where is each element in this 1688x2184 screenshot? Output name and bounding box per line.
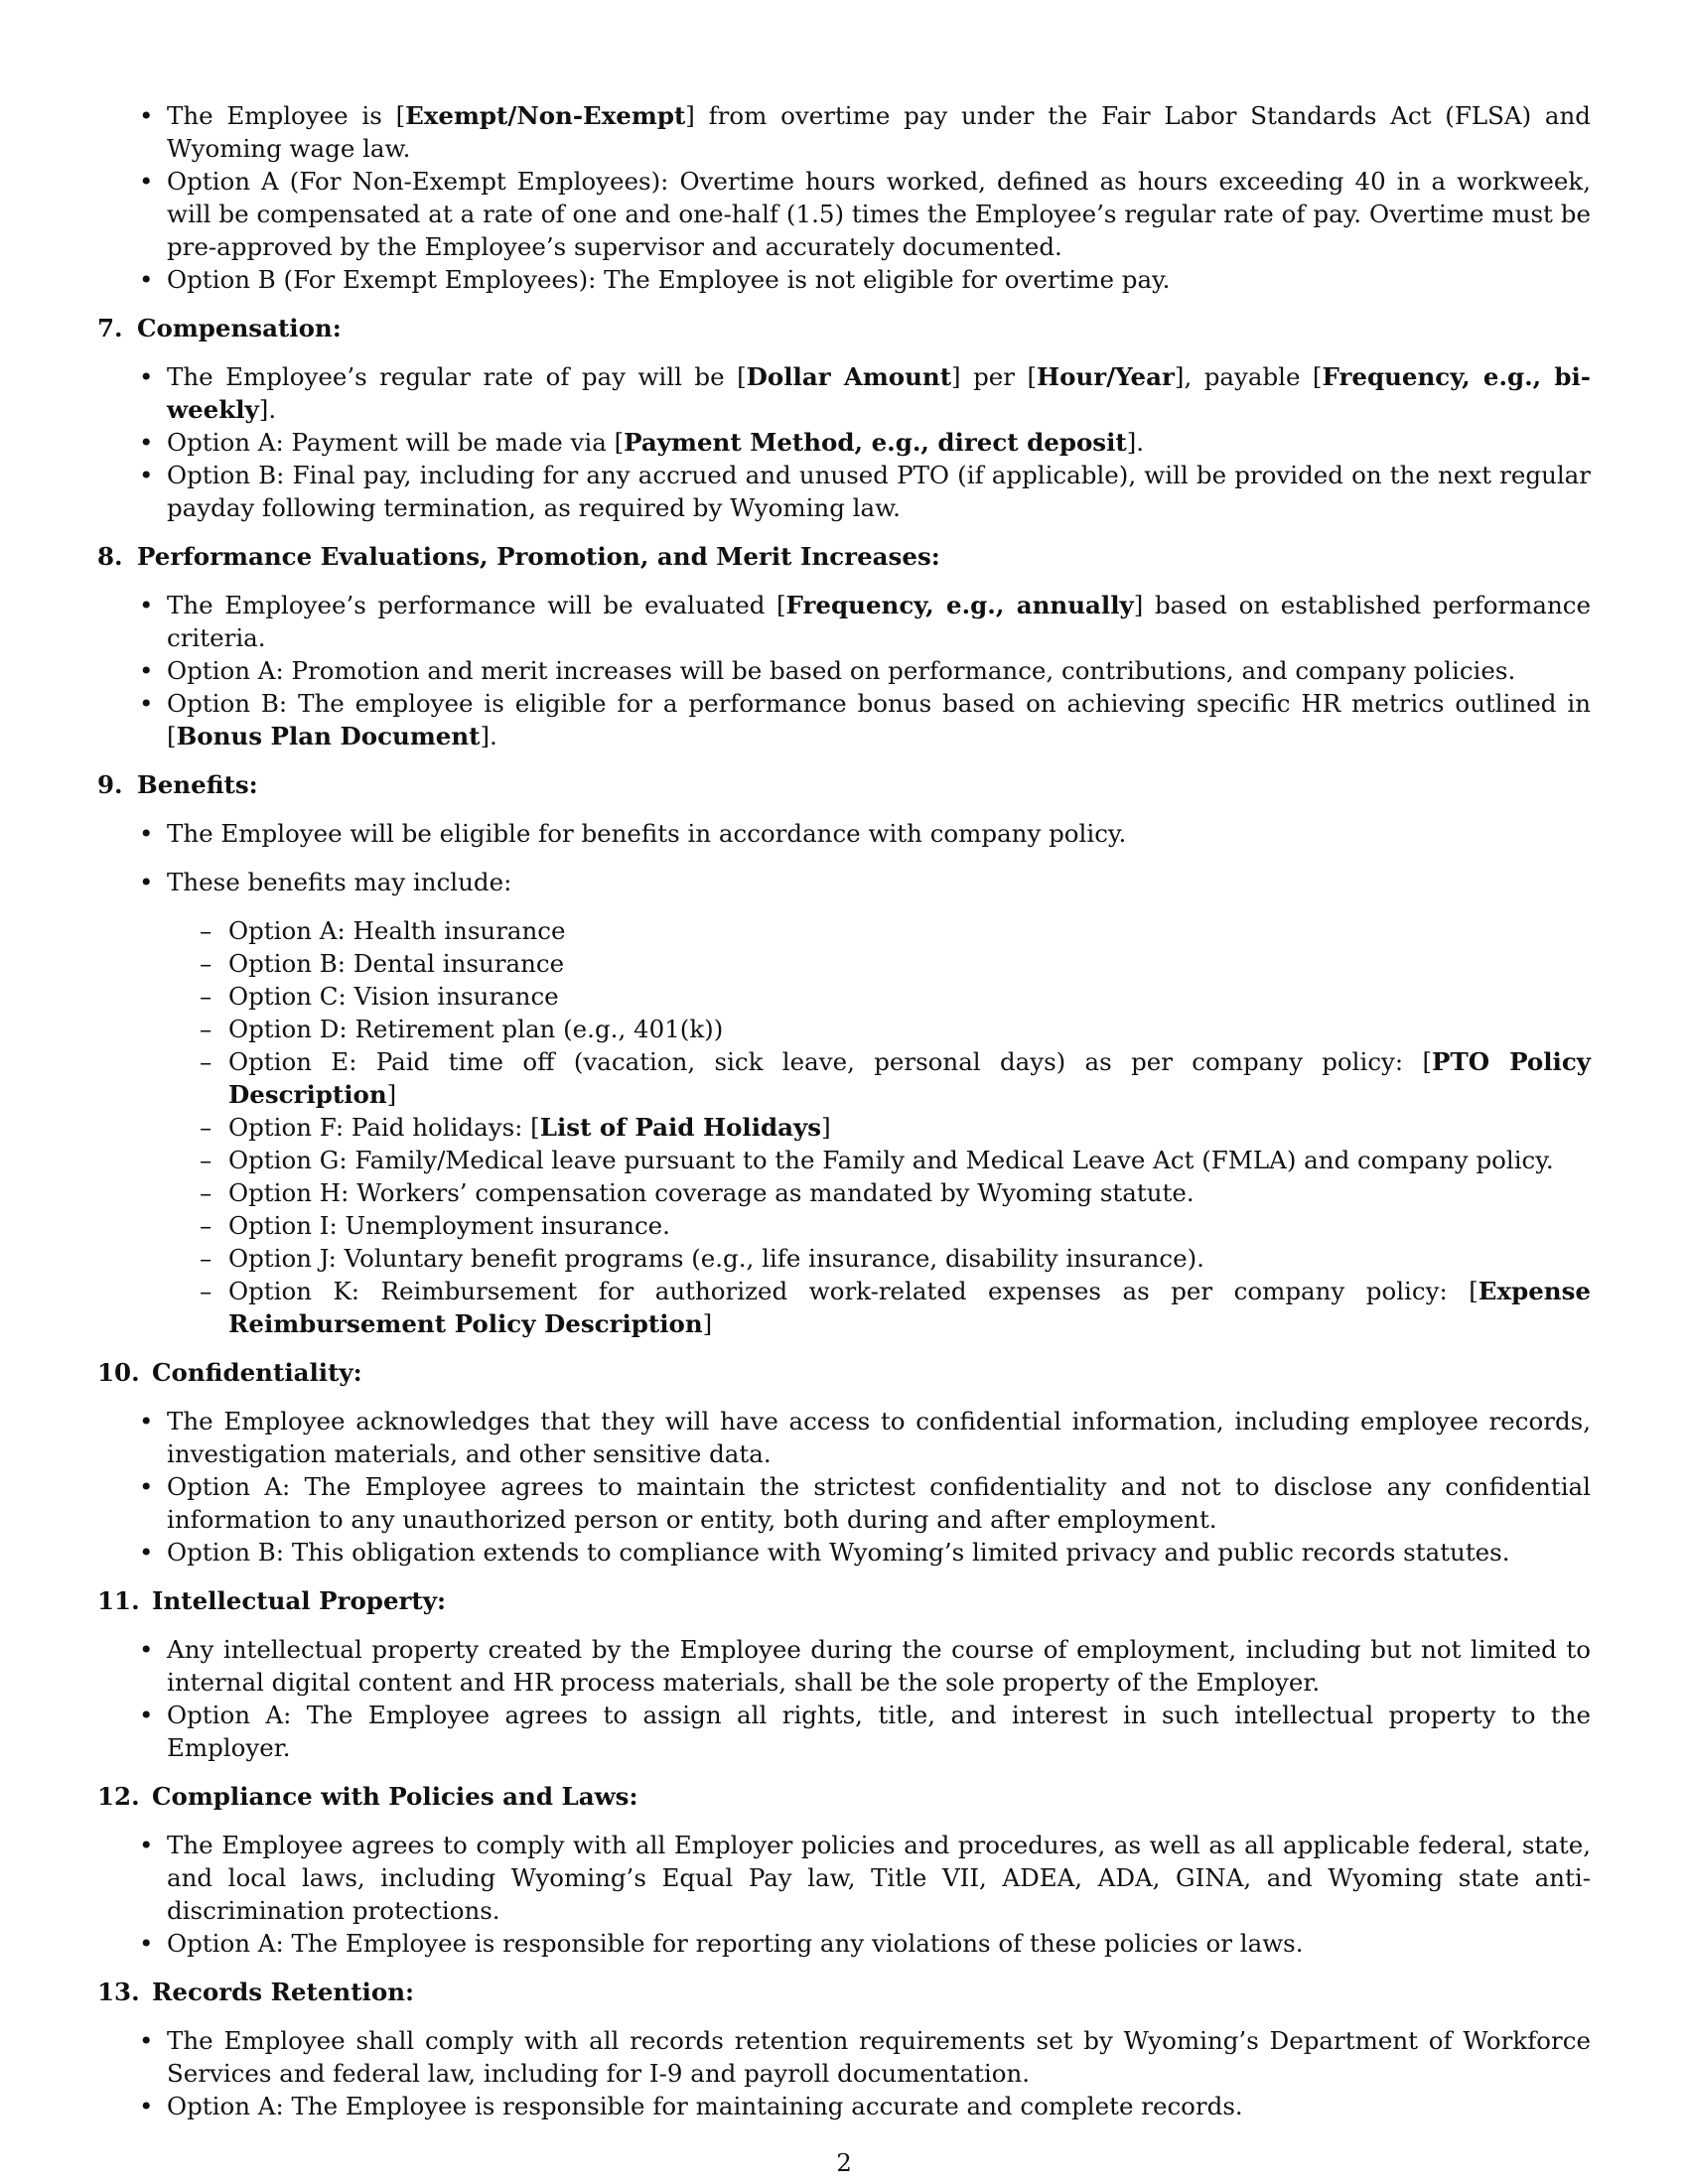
benefits-options-list xyxy=(97,914,1591,1340)
list-item: • Any intellectual property created by the Employee during the course of employment, including but not limited to internal digital content and HR process materials, shall be the sole property of the Employer. xyxy=(97,1633,1591,1699)
list-item: • Option A (For Non-Exempt Employees): Overtime hours worked, defined as hours exceeding 40 in a workweek, will be compensated at a rate of one and one-half (1.5) times the Employee’s regular rate of pay. Overtime must be pre-approved by the Employee’s supervisor and accurately documented. xyxy=(97,165,1591,263)
list-item: – Option E: Paid time off (vacation, sick leave, personal days) as per company policy: [PTO Policy Description] xyxy=(97,1045,1591,1111)
list-item: – Option F: Paid holidays: [List of Paid Holidays] xyxy=(97,1111,1591,1144)
intellectual-property-list xyxy=(97,1633,1591,1764)
list-item: • The Employee acknowledges that they will have access to confidential information, including employee records, investigation materials, and other sensitive data. xyxy=(97,1405,1591,1470)
list-item: • Option A: The Employee agrees to assign all rights, title, and interest in such intellectual property to the Employer. xyxy=(97,1699,1591,1764)
section-heading-benefits: 9. Benefits: xyxy=(97,770,258,799)
list-item: – Option I: Unemployment insurance. xyxy=(97,1209,1591,1242)
list-item: • The Employee’s regular rate of pay will be [Dollar Amount] per [Hour/Year], payable [Frequency, e.g., bi-weekly]. xyxy=(97,360,1591,426)
list-item: – Option B: Dental insurance xyxy=(97,947,1591,980)
section-heading-compliance: 12. Compliance with Policies and Laws: xyxy=(97,1782,638,1811)
list-item: – Option K: Reimbursement for authorized work-related expenses as per company policy: [Expense Reimbursement Policy Description] xyxy=(97,1275,1591,1340)
list-item: • Option B (For Exempt Employees): The Employee is not eligible for overtime pay. xyxy=(97,263,1591,296)
list-item: • The Employee shall comply with all records retention requirements set by Wyoming’s Department of Workforce Services and federal law, including for I-9 and payroll documentation. xyxy=(97,2024,1591,2090)
section-heading-intellectual-property: 11. Intellectual Property: xyxy=(97,1586,447,1615)
list-item: • These benefits may include: xyxy=(97,866,1591,898)
list-item: – Option A: Health insurance xyxy=(97,914,1591,947)
list-item: • The Employee is [Exempt/Non-Exempt] from overtime pay under the Fair Labor Standards Act (FLSA) and Wyoming wage law. xyxy=(97,99,1591,165)
section-heading-confidentiality: 10. Confidentiality: xyxy=(97,1358,362,1387)
list-item: • The Employee will be eligible for benefits in accordance with company policy. xyxy=(97,817,1591,850)
list-item: – Option J: Voluntary benefit programs (e.g., life insurance, disability insurance). xyxy=(97,1242,1591,1275)
document-body xyxy=(97,99,1591,2122)
overtime-list xyxy=(97,99,1591,296)
performance-list xyxy=(97,589,1591,752)
confidentiality-list xyxy=(97,1405,1591,1569)
list-item: • Option A: The Employee is responsible for reporting any violations of these policies or laws. xyxy=(97,1927,1591,1960)
list-item: • Option A: The Employee agrees to maintain the strictest confidentiality and not to disclose any confidential information to any unauthorized person or entity, both during and after employment. xyxy=(97,1470,1591,1536)
records-retention-list xyxy=(97,2024,1591,2122)
benefits-list xyxy=(97,817,1591,898)
list-item: – Option H: Workers’ compensation coverage as mandated by Wyoming statute. xyxy=(97,1176,1591,1209)
page-number: 2 xyxy=(836,2148,852,2177)
section-heading-performance: 8. Performance Evaluations, Promotion, and Merit Increases: xyxy=(97,542,940,571)
list-item: • Option A: The Employee is responsible for maintaining accurate and complete records. xyxy=(97,2090,1591,2122)
list-item: • The Employee agrees to comply with all Employer policies and procedures, as well as all applicable federal, state, and local laws, including Wyoming’s Equal Pay law, Title VII, ADEA, ADA, GINA, and Wyoming state anti-discrimination protections. xyxy=(97,1829,1591,1927)
list-item: • Option B: This obligation extends to compliance with Wyoming’s limited privacy and public records statutes. xyxy=(97,1536,1591,1569)
compensation-list xyxy=(97,360,1591,524)
section-heading-records-retention: 13. Records Retention: xyxy=(97,1978,415,2006)
list-item: • Option B: Final pay, including for any accrued and unused PTO (if applicable), will be provided on the next regular payday following termination, as required by Wyoming law. xyxy=(97,459,1591,524)
list-item: • Option B: The employee is eligible for a performance bonus based on achieving specific HR metrics outlined in [Bonus Plan Document]. xyxy=(97,687,1591,752)
list-item: – Option G: Family/Medical leave pursuant to the Family and Medical Leave Act (FMLA) and company policy. xyxy=(97,1144,1591,1176)
list-item: – Option C: Vision insurance xyxy=(97,980,1591,1013)
list-item: – Option D: Retirement plan (e.g., 401(k)) xyxy=(97,1013,1591,1045)
list-item: • Option A: Payment will be made via [Payment Method, e.g., direct deposit]. xyxy=(97,426,1591,459)
list-item: • The Employee’s performance will be evaluated [Frequency, e.g., annually] based on established performance criteria. xyxy=(97,589,1591,654)
list-item: • Option A: Promotion and merit increases will be based on performance, contributions, and company policies. xyxy=(97,654,1591,687)
section-heading-compensation: 7. Compensation: xyxy=(97,314,342,342)
compliance-list xyxy=(97,1829,1591,1960)
